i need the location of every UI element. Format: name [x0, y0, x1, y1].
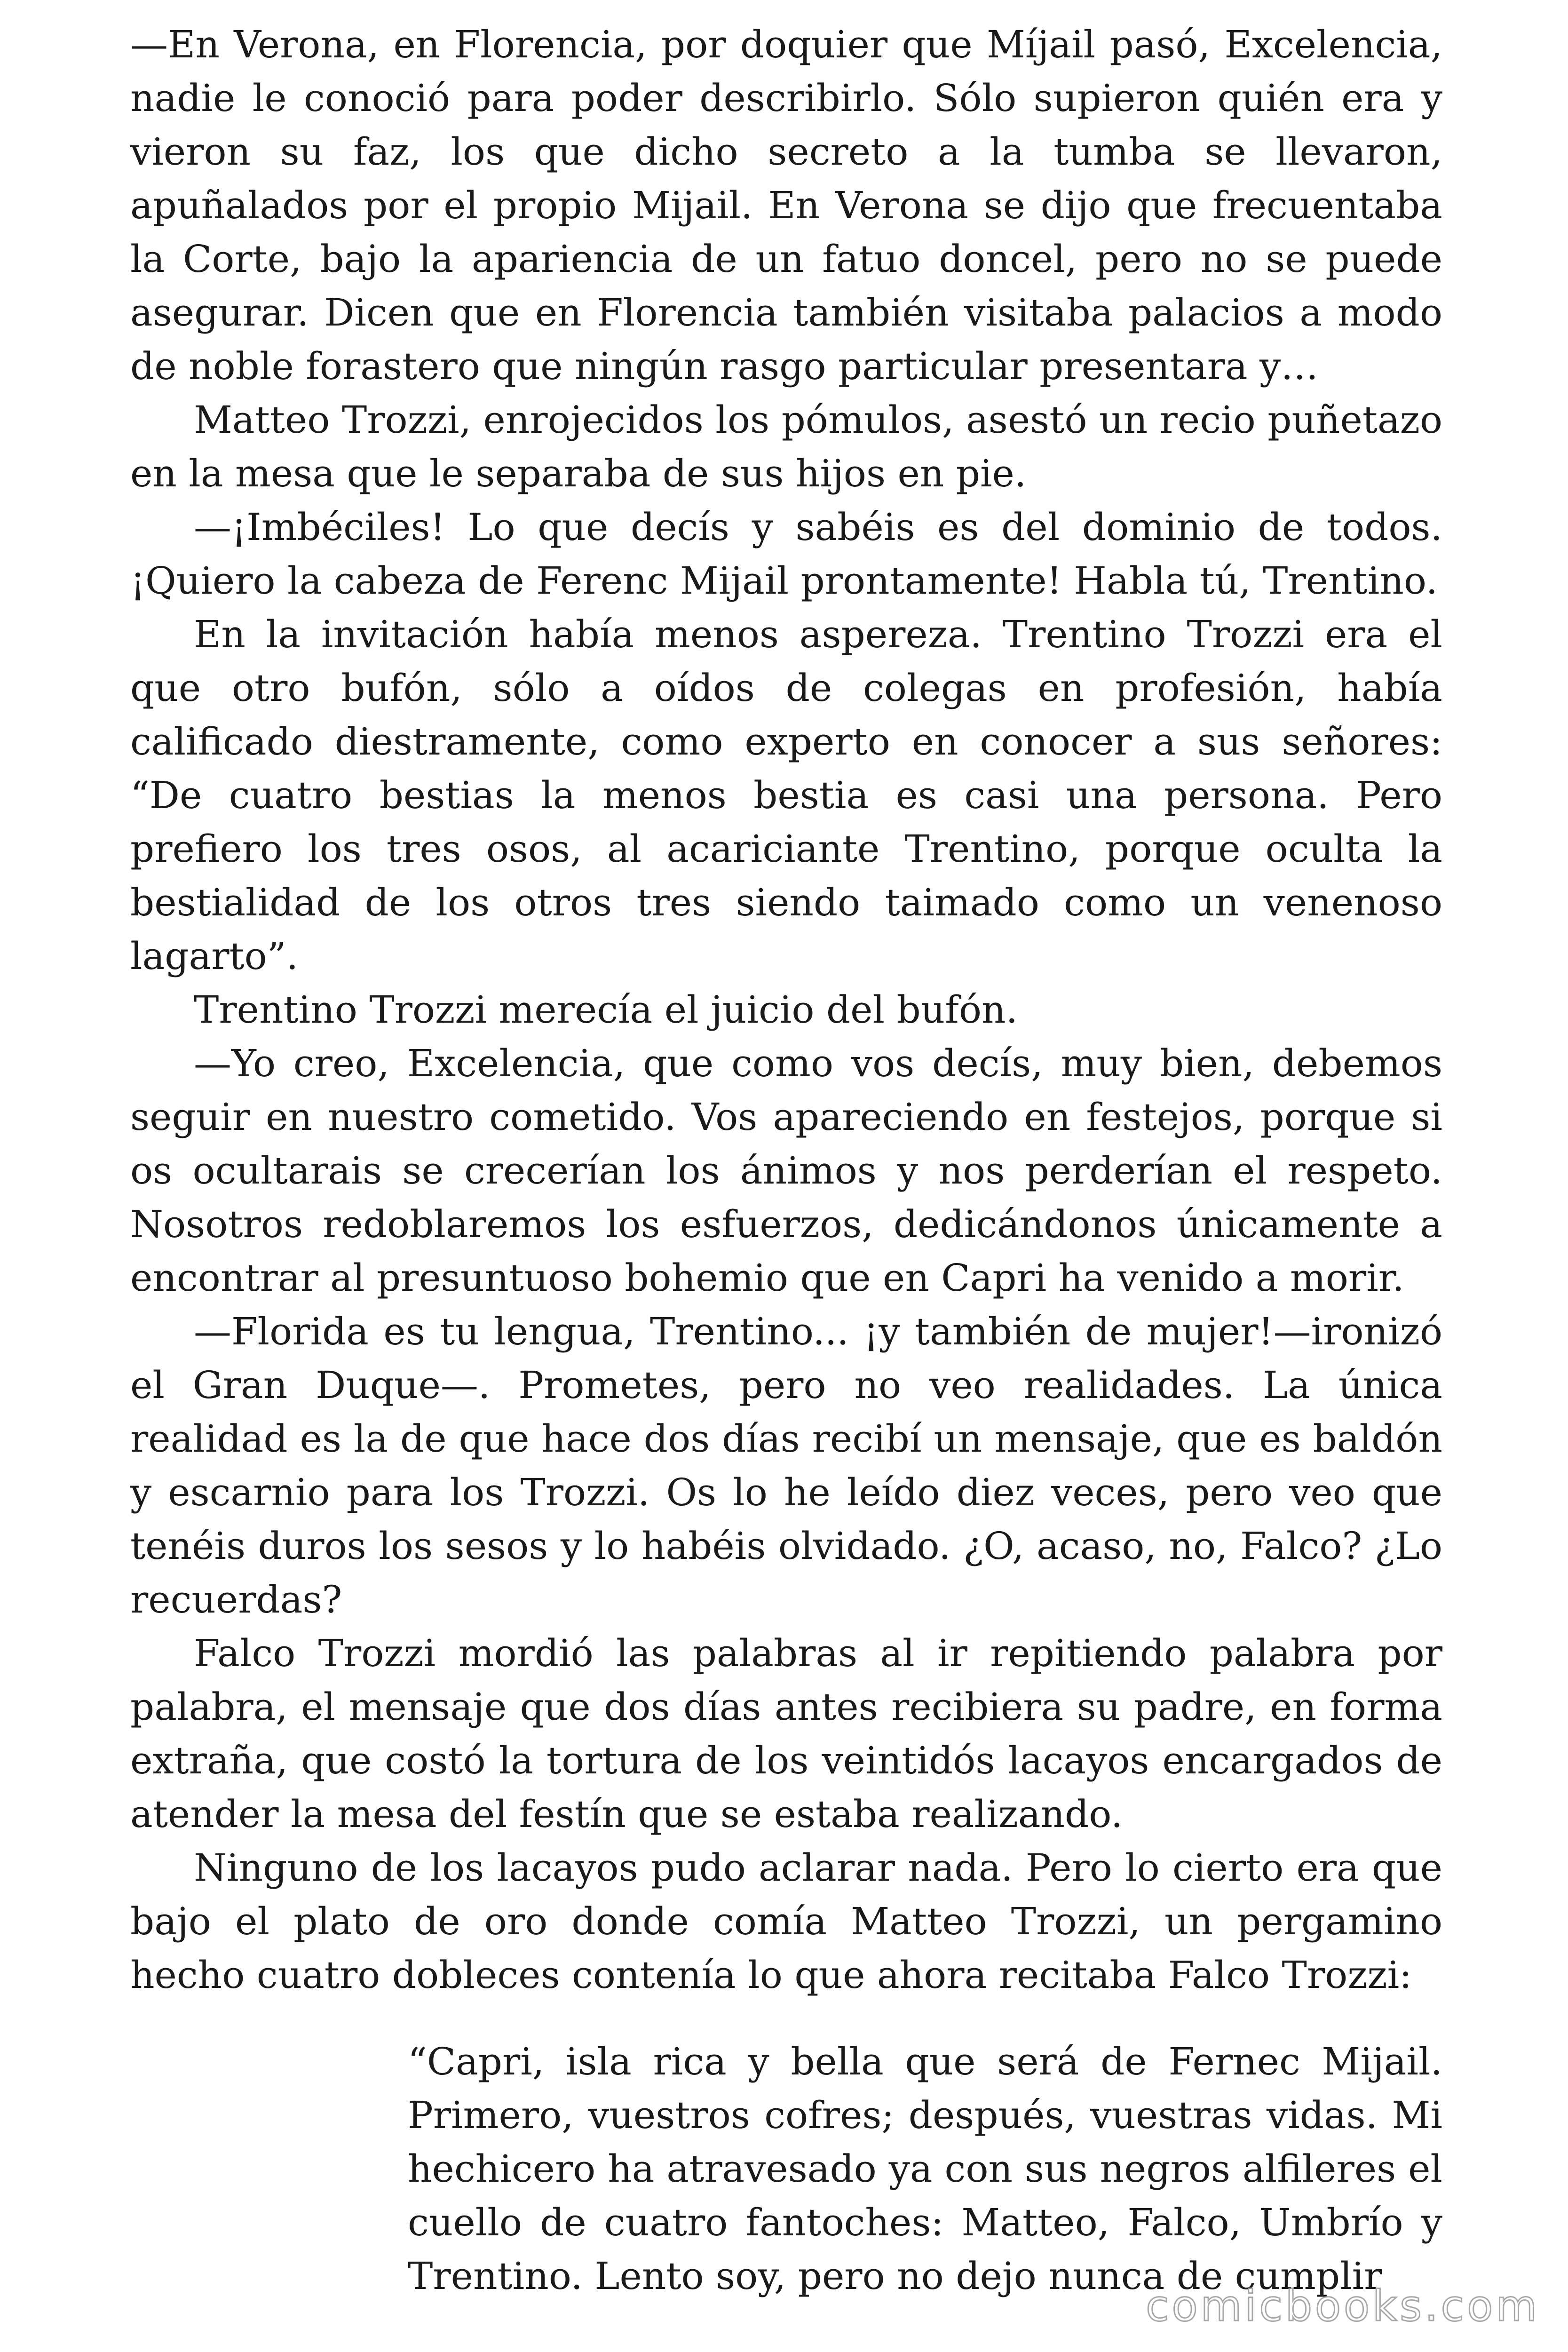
paragraph-6: —Yo creo, Excelencia, que como vos decís, muy bien, debemos seguir en nuestro cometido. Vos apareciendo en festejos, porque si os ocultarais se crecerían los ánimos y nos perderían el respeto. Nosotros redoblaremos los esfuerzos, dedicándonos únicamente a encontrar al presuntuoso bohemio que en Capri ha venido a morir. — [130, 1041, 1442, 1300]
paragraph-3: —¡Imbéciles! Lo que decís y sabéis es del dominio de todos. ¡Quiero la cabeza de Ferenc Mijail prontamente! Habla tú, Trentino. — [130, 505, 1442, 603]
paragraph-8: Falco Trozzi mordió las palabras al ir repitiendo palabra por palabra, el mensaje que dos días antes recibiera su padre, en forma extraña, que costó la tortura de los veintidós lacayos encargados de atender la mesa del festín que se estaba realizando. — [130, 1631, 1442, 1836]
book-page — [130, 18, 1442, 2303]
block-quote: “Capri, isla rica y bella que será de Fernec Mijail. Primero, vuestros cofres; después, vuestras vidas. Mi hechicero ha atravesado ya con sus negros alfileres el cuello de cuatro fantoches: Matteo, Falco, Umbrío y Trentino. Lento soy, pero no dejo nunca de cumplir — [408, 2040, 1442, 2298]
watermark: comicbooks.com — [1146, 2281, 1540, 2331]
paragraph-1: —En Verona, en Florencia, por doquier que Míjail pasó, Excelencia, nadie le conoció para poder describirlo. Sólo supieron quién era y vieron su faz, los que dicho secreto a la tumba se llevaron, apuñalados por el propio Mijail. En Verona se dijo que frecuentaba la Corte, bajo la apariencia de un fatuo doncel, pero no se puede asegurar. Dicen que en Florencia también visitaba palacios a modo de noble forastero que ningún rasgo particular presentara y… — [130, 23, 1442, 388]
paragraph-4: En la invitación había menos aspereza. Trentino Trozzi era el que otro bufón, sólo a oídos de colegas en profesión, había calificado diestramente, como experto en conocer a sus señores: “De cuatro bestias la menos bestia es casi una persona. Pero prefiero los tres osos, al acariciante Trentino, porque oculta la bestialidad de los otros tres siendo taimado como un venenoso lagarto”. — [130, 612, 1442, 978]
paragraph-5: Trentino Trozzi merecía el juicio del bufón. — [194, 988, 1018, 1032]
paragraph-7: —Florida es tu lengua, Trentino... ¡y también de mujer!—ironizó el Gran Duque—. Prometes, pero no veo realidades. La única realidad es la de que hace dos días recibí un mensaje, que es baldón y escarnio para los Trozzi. Os lo he leído diez veces, pero veo que tenéis duros los sesos y lo habéis olvidado. ¿O, acaso, no, Falco? ¿Lo recuerdas? — [130, 1310, 1442, 1621]
paragraph-9: Ninguno de los lacayos pudo aclarar nada. Pero lo cierto era que bajo el plato de oro donde comía Matteo Trozzi, un pergamino hecho cuatro dobleces contenía lo que ahora recitaba Falco Trozzi: — [130, 1846, 1442, 1997]
paragraph-2: Matteo Trozzi, enrojecidos los pómulos, asestó un recio puñetazo en la mesa que le separaba de sus hijos en pie. — [130, 398, 1442, 495]
